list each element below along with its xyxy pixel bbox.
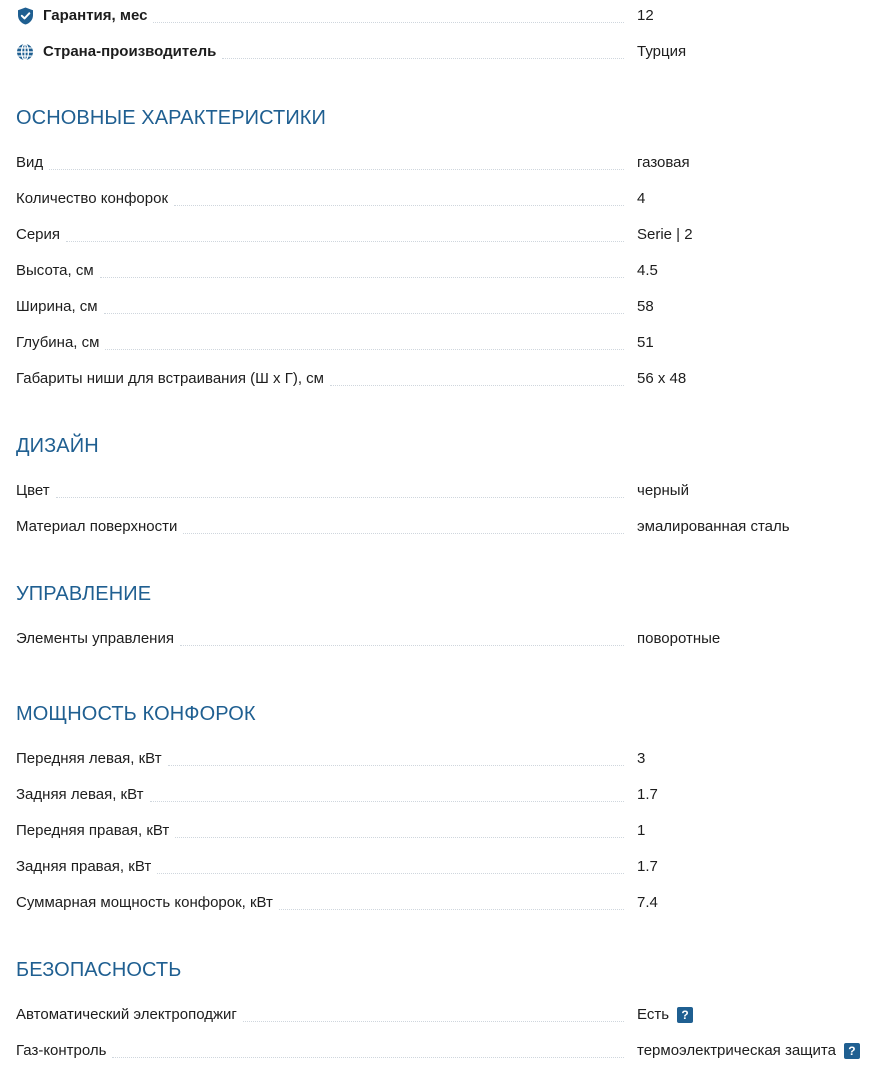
dotted-leader — [330, 384, 624, 386]
spec-label: Гарантия, мес — [43, 7, 148, 24]
dotted-leader — [150, 800, 625, 802]
spec-value: 1 — [637, 822, 646, 839]
spec-value: Serie | 2 — [637, 226, 693, 243]
spec-value: 7.4 — [637, 894, 658, 911]
spec-row — [16, 361, 879, 397]
dotted-leader — [174, 204, 624, 206]
spec-row — [16, 253, 879, 289]
spec-label: Цвет — [16, 482, 56, 500]
dotted-leader — [279, 908, 624, 910]
spec-label: Глубина, см — [16, 334, 105, 352]
spec-value: 1.7 — [637, 786, 658, 803]
spec-value: 56 х 48 — [637, 370, 687, 387]
help-icon[interactable]: ? — [844, 1043, 860, 1059]
spec-value: Есть — [637, 1006, 670, 1023]
dotted-leader — [183, 532, 624, 534]
dotted-leader — [66, 240, 624, 242]
spec-value: 1.7 — [637, 858, 658, 875]
spec-row — [16, 813, 879, 849]
spec-row — [16, 1033, 879, 1069]
spec-value: 4 — [637, 190, 646, 207]
spec-label: Ширина, см — [16, 298, 104, 316]
spec-row — [16, 145, 879, 181]
section-title-safety: БЕЗОПАСНОСТЬ — [16, 959, 182, 981]
spec-label: Элементы управления — [16, 630, 180, 648]
spec-label: Газ-контроль — [16, 1042, 112, 1060]
dotted-leader — [100, 276, 624, 278]
spec-row — [16, 621, 879, 657]
shield-check-icon — [16, 7, 34, 25]
dotted-leader — [157, 872, 624, 874]
spec-label: Количество конфорок — [16, 190, 174, 208]
dotted-leader — [112, 1056, 624, 1058]
dotted-leader — [56, 496, 624, 498]
spec-row — [16, 289, 879, 325]
spec-row — [16, 509, 879, 545]
spec-label: Автоматический электроподжиг — [16, 1006, 243, 1024]
spec-label: Серия — [16, 226, 66, 244]
spec-value: Турция — [637, 43, 687, 60]
spec-row — [16, 217, 879, 253]
spec-row — [16, 741, 879, 777]
dotted-leader — [153, 21, 624, 23]
spec-label: Задняя левая, кВт — [16, 786, 150, 804]
spec-row — [16, 849, 879, 885]
help-icon[interactable]: ? — [677, 1007, 693, 1023]
spec-label: Габариты ниши для встраивания (Ш х Г), см — [16, 370, 330, 388]
spec-row — [16, 997, 879, 1033]
spec-row — [16, 777, 879, 813]
section-title-controls: УПРАВЛЕНИЕ — [16, 583, 152, 605]
dotted-leader — [243, 1020, 624, 1022]
spec-value: 58 — [637, 298, 654, 315]
spec-value: 4.5 — [637, 262, 658, 279]
spec-label: Страна-производитель — [43, 43, 217, 60]
spec-value: 3 — [637, 750, 646, 767]
spec-row — [16, 325, 879, 361]
spec-label: Передняя правая, кВт — [16, 822, 175, 840]
section-title-burner-power: МОЩНОСТЬ КОНФОРОК — [16, 703, 256, 725]
spec-label: Вид — [16, 154, 49, 172]
dotted-leader — [175, 836, 624, 838]
spec-row — [16, 885, 879, 921]
dotted-leader — [222, 57, 624, 59]
globe-icon — [16, 43, 34, 61]
specifications-list — [16, 0, 879, 1069]
spec-value: черный — [637, 482, 689, 499]
spec-value: термоэлектрическая защита — [637, 1042, 836, 1059]
spec-value: 51 — [637, 334, 654, 351]
section-title-main: ОСНОВНЫЕ ХАРАКТЕРИСТИКИ — [16, 107, 327, 129]
dotted-leader — [105, 348, 624, 350]
spec-label: Высота, см — [16, 262, 100, 280]
dotted-leader — [168, 764, 624, 766]
spec-value: поворотные — [637, 630, 721, 647]
spec-row — [16, 473, 879, 509]
spec-label: Суммарная мощность конфорок, кВт — [16, 894, 279, 912]
spec-row-warranty — [16, 0, 879, 34]
spec-label: Задняя правая, кВт — [16, 858, 157, 876]
spec-value: газовая — [637, 154, 690, 171]
dotted-leader — [104, 312, 624, 314]
spec-value: 12 — [637, 7, 654, 24]
spec-value: эмалированная сталь — [637, 518, 790, 535]
dotted-leader — [180, 644, 624, 646]
spec-row — [16, 181, 879, 217]
spec-row-country — [16, 34, 879, 70]
dotted-leader — [49, 168, 624, 170]
spec-label: Передняя левая, кВт — [16, 750, 168, 768]
section-title-design: ДИЗАЙН — [16, 435, 99, 457]
spec-label: Материал поверхности — [16, 518, 183, 536]
